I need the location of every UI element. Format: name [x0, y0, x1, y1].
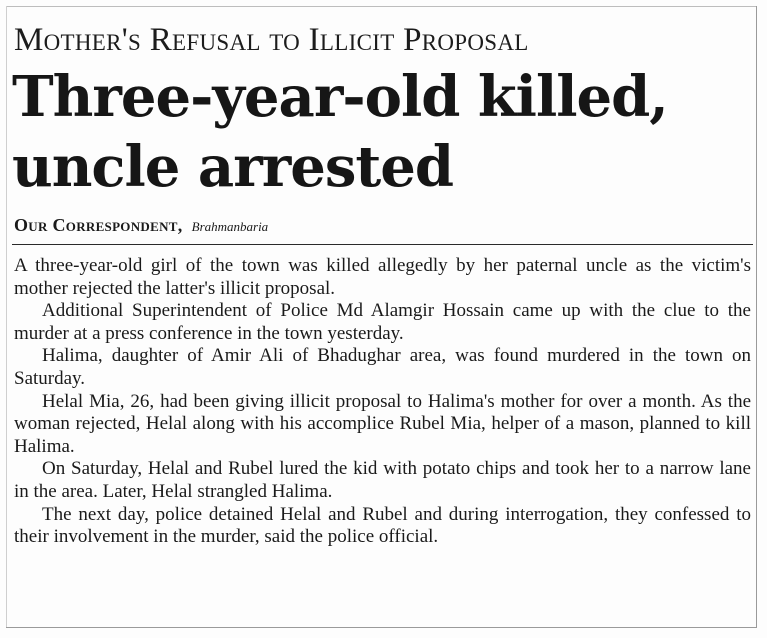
article-paragraph: A three-year-old girl of the town was killed allegedly by her paternal uncle as the victim's mother rejected the latter's illicit proposal. [14, 255, 751, 299]
byline-divider [12, 244, 753, 245]
byline-author: Our Correspondent, [14, 215, 183, 235]
clipping-border-left [6, 6, 7, 628]
article-byline [14, 214, 268, 238]
article-headline: Three-year-old killed, uncle arrested [12, 64, 668, 200]
byline-location: Brahmanbaria [191, 219, 269, 234]
article-paragraph: On Saturday, Helal and Rubel lured the kid with potato chips and took her to a narrow lane in the area. Later, Helal strangled Halima. [14, 458, 751, 502]
clipping-border-top [6, 6, 757, 7]
article-paragraph: Helal Mia, 26, had been giving illicit proposal to Halima's mother for over a month. As the woman rejected, Helal along with his accomplice Rubel Mia, helper of a mason, planned to kill Halima. [14, 390, 751, 457]
article-kicker: Mother's Refusal to Illicit Proposal [14, 22, 529, 58]
clipping-border-bottom [6, 627, 757, 628]
article-paragraph: The next day, police detained Helal and Rubel and during interrogation, they confessed to their involvement in the murder, said the police official. [14, 503, 751, 548]
clipping-border-right [756, 6, 757, 628]
article-paragraph: Halima, daughter of Amir Ali of Bhadughar area, was found murdered in the town on Saturday. [14, 345, 751, 389]
article-paragraph: Additional Superintendent of Police Md Alamgir Hossain came up with the clue to the murder at a press conference in the town yesterday. [14, 300, 751, 344]
article-body [14, 255, 751, 549]
